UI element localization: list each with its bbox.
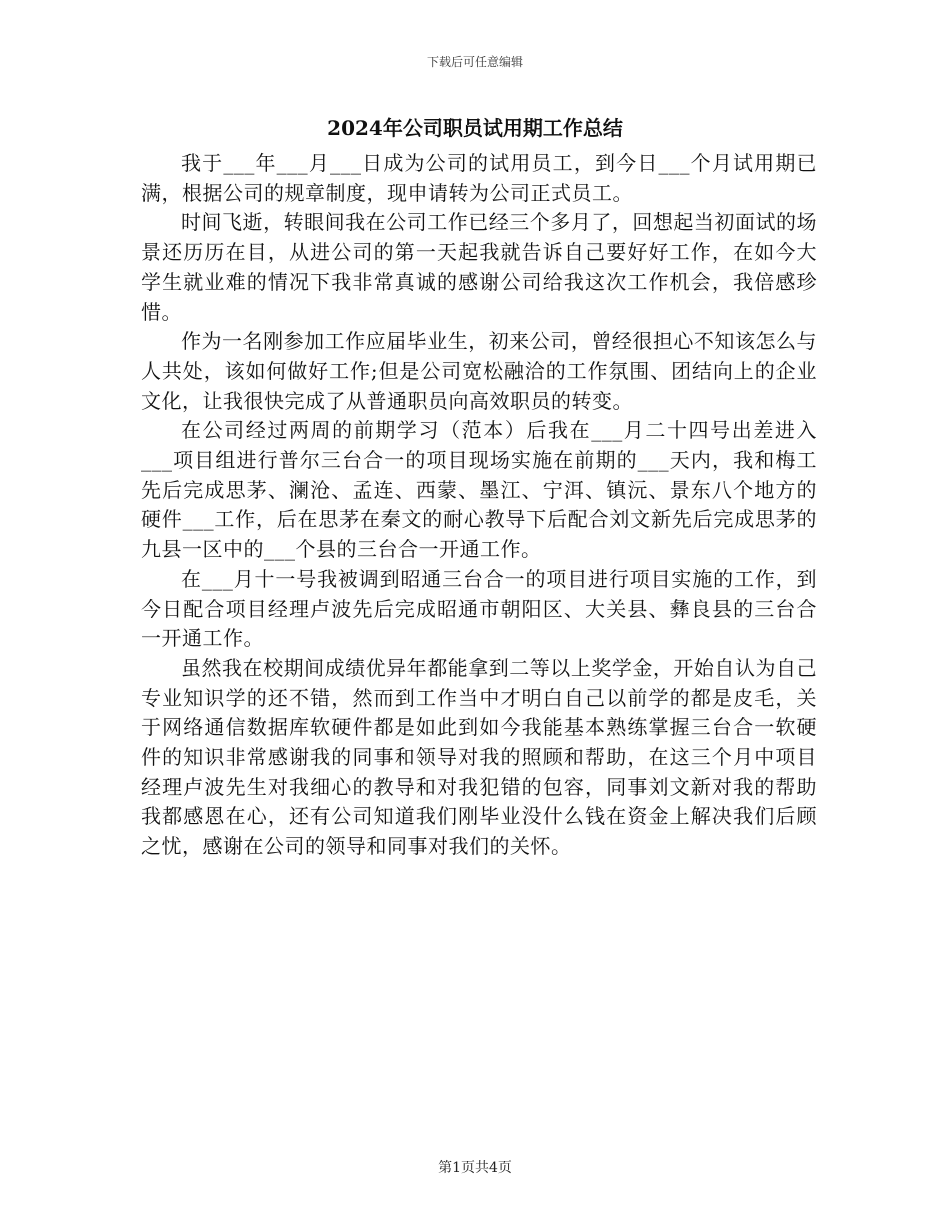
document-title: 2024年公司职员试用期工作总结	[327, 116, 623, 140]
paragraph: 在公司经过两周的前期学习（范本）后我在___月二十四号出差进入___项目组进行普尔三台合一的项目现场实施在前期的___天内，我和梅工先后完成思茅、澜沧、孟连、西蒙、墨江、宁洱、镇沅、景东八个地方的硬件___工作，后在思茅在秦文的耐心教导下后配合刘文新先后完成思茅的九县一区中的___个县的三台合一开通工作。	[141, 418, 817, 562]
document-body	[141, 149, 817, 862]
paragraph: 时间飞逝，转眼间我在公司工作已经三个多月了，回想起当初面试的场景还历历在目，从进公司的第一天起我就告诉自己要好好工作，在如今大学生就业难的情况下我非常真诚的感谢公司给我这次工作机会，我倍感珍惜。	[141, 210, 817, 324]
header-note: 下载后可任意编辑	[426, 55, 523, 69]
paragraph: 虽然我在校期间成绩优异年都能拿到二等以上奖学金，开始自认为自己专业知识学的还不错，然而到工作当中才明白自己以前学的都是皮毛，关于网络通信数据库软硬件都是如此到如今我能基本熟练掌握三台合一软硬件的知识非常感谢我的同事和领导对我的照顾和帮助，在这三个月中项目经理卢波先生对我细心的教导和对我犯错的包容，同事刘文新对我的帮助我都感恩在心，还有公司知道我们刚毕业没什么钱在资金上解决我们后顾之忧，感谢在公司的领导和同事对我们的关怀。	[141, 655, 817, 859]
page-footer: 第1页共4页	[438, 1160, 512, 1176]
paragraph: 作为一名刚参加工作应届毕业生，初来公司，曾经很担心不知该怎么与人共处，该如何做好工作;但是公司宽松融洽的工作氛围、团结向上的企业文化，让我很快完成了从普通职员向高效职员的转变。	[141, 329, 817, 413]
paragraph: 在___月十一号我被调到昭通三台合一的项目进行项目实施的工作，到今日配合项目经理卢波先后完成昭通市朝阳区、大关县、彝良县的三台合一开通工作。	[141, 566, 817, 651]
paragraph: 我于___年___月___日成为公司的试用员工，到今日___个月试用期已满，根据公司的规章制度，现申请转为公司正式员工。	[141, 151, 817, 205]
